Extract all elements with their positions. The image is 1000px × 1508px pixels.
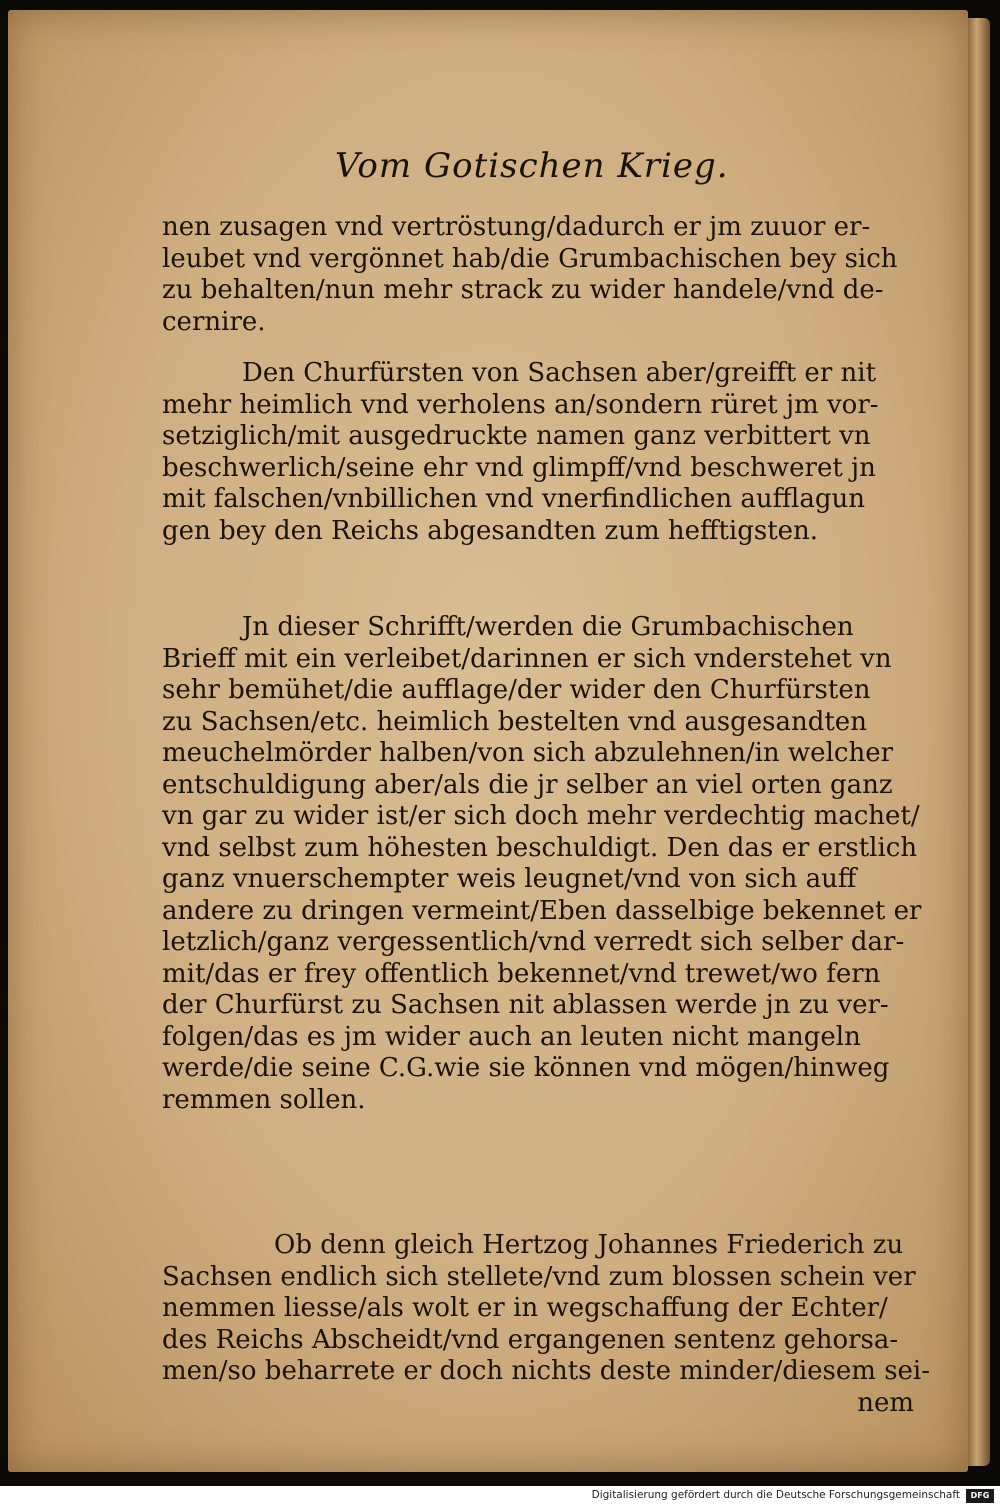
text-line: andere zu dringen vermeint/Eben dasselbige bekennet er — [162, 895, 922, 926]
text-line: vnd selbst zum höhesten beschuldigt. Den das er erstlich — [162, 832, 918, 863]
text-line: Sachsen endlich sich stellete/vnd zum blossen schein ver — [162, 1261, 916, 1292]
text-line: Jn dieser Schrifft/werden die Grumbachischen — [242, 612, 854, 642]
text-line: mehr heimlich vnd verholens an/sondern rüret jm vor- — [162, 389, 879, 420]
text-line: leubet vnd vergönnet hab/die Grumbachischen bey sich — [162, 243, 898, 274]
digitization-footer — [0, 1486, 1000, 1508]
text-line: mit falschen/vnbillichen vnd vnerfindlichen aufflagun — [162, 484, 866, 514]
text-line: ganz vnuerschempter weis leugnet/vnd von sich auff — [162, 864, 857, 894]
text-line: vn gar zu wider ist/er sich doch mehr verdechtig machet/ — [162, 801, 920, 831]
page-edge — [968, 18, 990, 1466]
text-line: gen bey den Reichs abgesandten zum hefftigsten. — [162, 515, 819, 546]
paragraph-3 — [162, 612, 962, 1116]
text-line: sehr bemühet/die aufflage/der wider den Churfürsten — [162, 675, 871, 705]
paragraph-2 — [162, 358, 962, 547]
text-line: setziglich/mit ausgedruckte namen ganz verbittert vn — [162, 421, 871, 451]
text-line: men/so beharrete er doch nichts deste minder/diesem sei- — [162, 1356, 931, 1386]
text-line: mit/das er frey offentlich bekennet/vnd trewet/wo fern — [162, 958, 881, 989]
text-line: zu behalten/nun mehr strack zu wider handele/vnd de- — [162, 275, 884, 305]
text-line: folgen/das es jm wider auch an leuten nicht mangeln — [162, 1021, 861, 1052]
dfg-logo-icon: DFG — [966, 1489, 994, 1503]
running-header: Vom Gotischen Krieg. — [335, 146, 729, 186]
text-line: werde/die seine C.G.wie sie können vnd mögen/hinweg — [162, 1053, 890, 1083]
text-line: Brieff mit ein verleibet/darinnen er sich vnderstehet vn — [162, 643, 892, 674]
text-line: nemmen liesse/als wolt er in wegschaffung der Echter/ — [162, 1293, 888, 1323]
text-line: beschwerlich/seine ehr vnd glimpff/vnd beschweret jn — [162, 452, 876, 483]
text-line: der Churfürst zu Sachsen nit ablassen werde jn zu ver- — [162, 990, 889, 1020]
text-line: meuchelmörder halben/von sich abzulehnen/in welcher — [162, 738, 894, 768]
catchword: nem — [857, 1387, 914, 1418]
text-line: entschuldigung aber/als die jr selber an viel orten ganz — [162, 769, 893, 800]
text-line: cernire. — [162, 306, 266, 337]
text-line: des Reichs Abscheidt/vnd ergangenen sentenz gehorsa- — [162, 1324, 899, 1355]
text-line: Ob denn gleich Hertzog Johannes Friederich zu — [274, 1230, 904, 1260]
text-line: letzlich/ganz vergessentlich/vnd verredt sich selber dar- — [162, 927, 905, 957]
text-line: Den Churfürsten von Sachsen aber/greifft er nit — [242, 358, 877, 388]
text-line: nen zusagen vnd vertröstung/dadurch er jm zuuor er- — [162, 212, 871, 242]
text-line: zu Sachsen/etc. heimlich bestelten vnd ausgesandten — [162, 706, 867, 737]
paragraph-1 — [162, 212, 962, 338]
footer-credit: Digitalisierung gefördert durch die Deutsche Forschungsgemeinschaft — [591, 1489, 960, 1501]
paragraph-4 — [162, 1230, 962, 1419]
text-line: remmen sollen. — [162, 1084, 366, 1115]
